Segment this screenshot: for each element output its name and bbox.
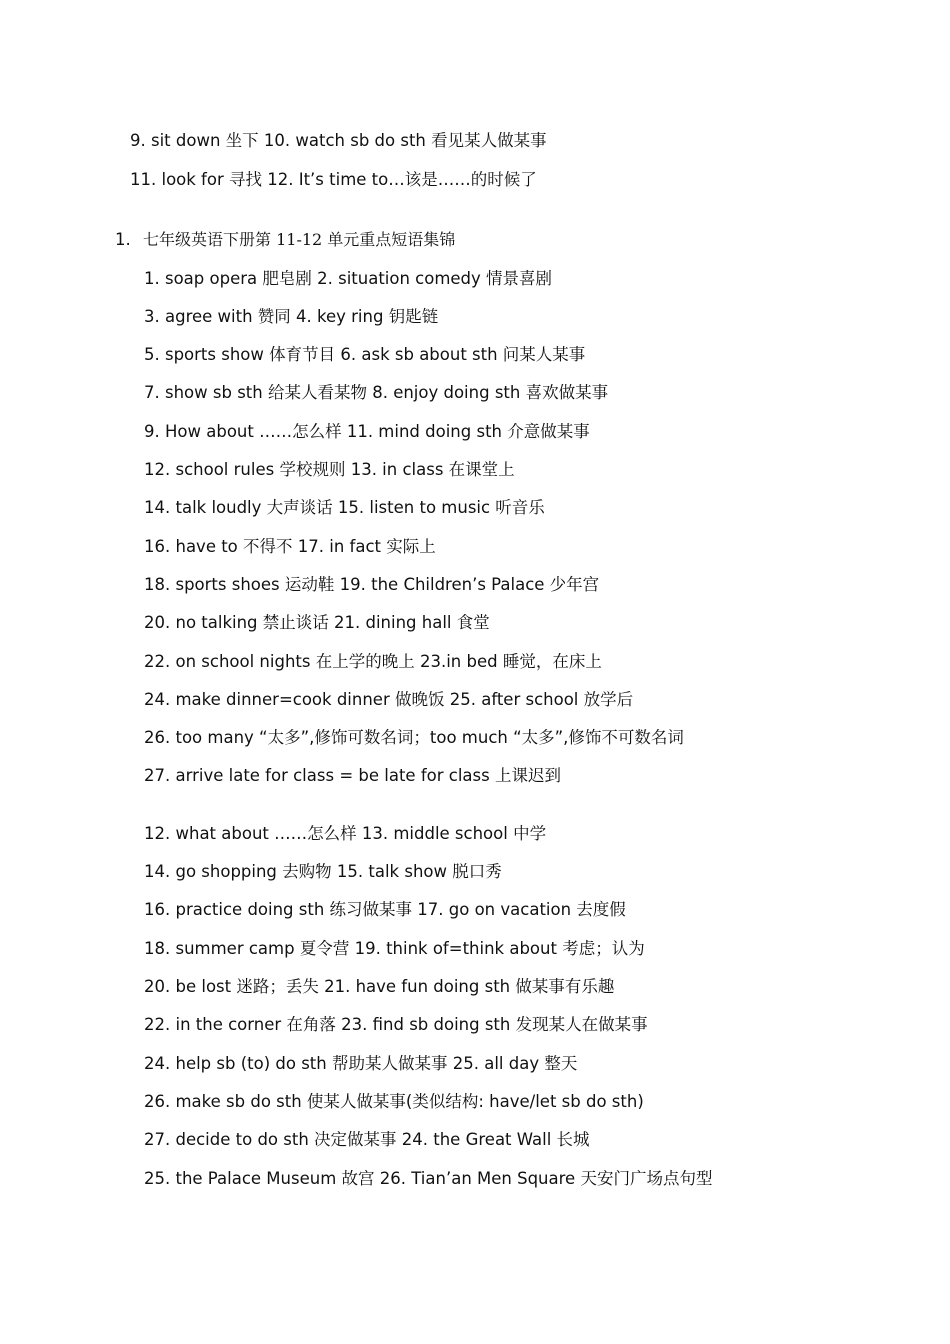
phrase-line: 24. make dinner=cook dinner 做晚饭 25. after school 放学后 bbox=[144, 690, 634, 709]
phrase-line: 27. arrive late for class = be late for class 上课迟到 bbox=[144, 766, 561, 785]
phrase-line: 18. summer camp 夏令营 19. think of=think about 考虑；认为 bbox=[144, 939, 645, 958]
phrase-line: 12. school rules 学校规则 13. in class 在课堂上 bbox=[144, 460, 515, 479]
section-number: 1. bbox=[115, 230, 131, 249]
phrase-line: 20. no talking 禁止谈话 21. dining hall 食堂 bbox=[144, 613, 490, 632]
phrase-line: 20. be lost 迷路；丢失 21. have fun doing sth 做某事有乐趣 bbox=[144, 977, 615, 996]
phrase-line: 27. decide to do sth 决定做某事 24. the Great Wall 长城 bbox=[144, 1130, 590, 1149]
phrase-line: 9. How about ……怎么样 11. mind doing sth 介意做某事 bbox=[144, 422, 590, 441]
phrase-line: 3. agree with 赞同 4. key ring 钥匙链 bbox=[144, 307, 439, 326]
phrase-line: 1. soap opera 肥皂剧 2. situation comedy 情景喜剧 bbox=[144, 269, 553, 288]
phrase-line: 24. help sb (to) do sth 帮助某人做某事 25. all day 整天 bbox=[144, 1054, 578, 1073]
phrase-line: 16. practice doing sth 练习做某事 17. go on vacation 去度假 bbox=[144, 900, 626, 919]
phrase-line: 7. show sb sth 给某人看某物 8. enjoy doing sth 喜欢做某事 bbox=[144, 383, 609, 402]
section-title: 七年级英语下册第 11-12 单元重点短语集锦 bbox=[143, 230, 456, 249]
phrase-line: 26. too many “太多”,修饰可数名词；too much “太多”,修饰不可数名词 bbox=[144, 728, 684, 747]
phrase-line: 22. in the corner 在角落 23. find sb doing sth 发现某人在做某事 bbox=[144, 1015, 648, 1034]
phrase-line: 16. have to 不得不 17. in fact 实际上 bbox=[144, 537, 436, 556]
phrase-line: 18. sports shoes 运动鞋 19. the Children’s Palace 少年宫 bbox=[144, 575, 600, 594]
phrase-line: 5. sports show 体育节目 6. ask sb about sth 问某人某事 bbox=[144, 345, 586, 364]
phrase-line: 22. on school nights 在上学的晚上 23.in bed 睡觉，在床上 bbox=[144, 652, 602, 671]
phrase-line: 26. make sb do sth 使某人做某事(类似结构: have/let sb do sth) bbox=[144, 1092, 644, 1111]
phrase-line: 25. the Palace Museum 故宫 26. Tian’an Men Square 天安门广场点句型 bbox=[144, 1169, 713, 1188]
phrase-line: 14. go shopping 去购物 15. talk show 脱口秀 bbox=[144, 862, 502, 881]
phrase-line: 12. what about ……怎么样 13. middle school 中学 bbox=[144, 824, 547, 843]
phrase-line: 14. talk loudly 大声谈话 15. listen to music 听音乐 bbox=[144, 498, 545, 517]
phrase-line: 11. look for 寻找 12. It’s time to…该是……的时候了 bbox=[130, 170, 537, 189]
phrase-line: 9. sit down 坐下 10. watch sb do sth 看见某人做某事 bbox=[130, 131, 547, 150]
section-heading bbox=[115, 230, 455, 250]
